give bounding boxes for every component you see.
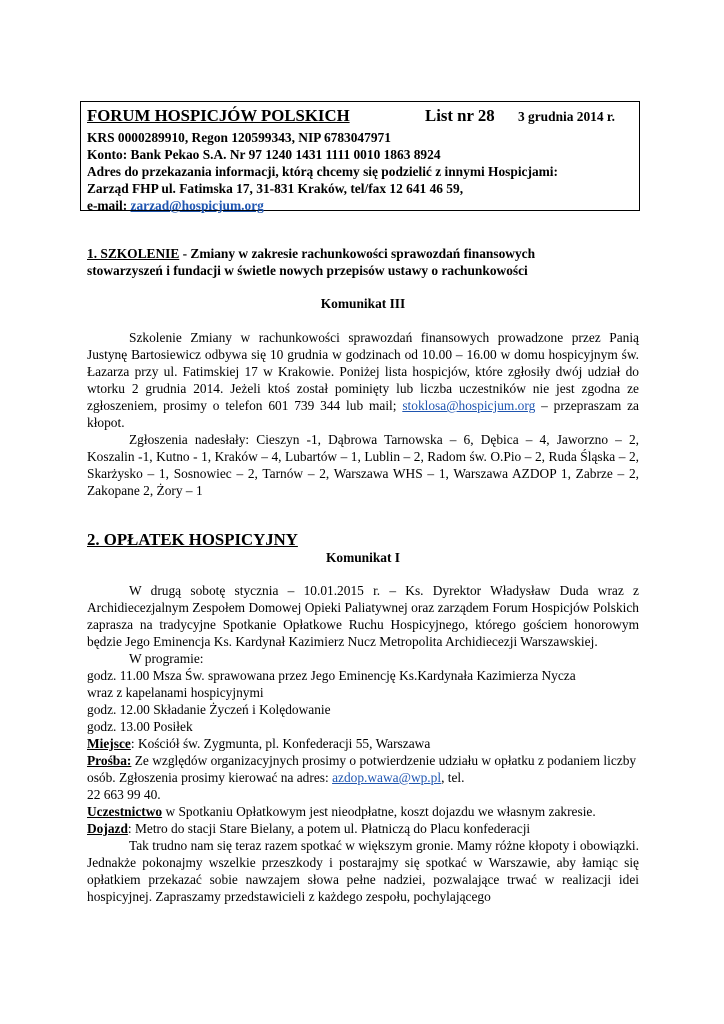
request-end: , tel. [441, 770, 465, 785]
program-item-mass: godz. 11.00 Msza Św. sprawowana przez Jego Eminencję Ks.Kardynała Kazimierza Nycza [87, 668, 576, 683]
place-label: Miejsce [87, 736, 131, 751]
program-label: W programie: [129, 651, 204, 666]
azdop-email-link[interactable]: azdop.wawa@wp.pl [332, 770, 442, 785]
section1-para1-end: – przepraszam za kłopot. [87, 398, 639, 430]
address-intro: Adres do przekazania informacji, którą chcemy się podzielić z innymi Hospicjami: [87, 164, 558, 179]
commute-text: : Metro do stacji Stare Bielany, a potem ul. Płatniczą do Placu konfederacji [127, 821, 531, 836]
request-phone: 22 663 99 40. [87, 787, 161, 802]
section1-heading [87, 245, 639, 279]
participation-label: Uczestnictwo [87, 804, 163, 819]
program-item-wishes: godz. 12.00 Składanie Życzeń i Kolędowanie [87, 702, 331, 717]
board-address: Zarząd FHP ul. Fatimska 17, 31-831 Kraków, tel/fax 12 641 46 59, [87, 181, 464, 196]
section1-paragraph1 [87, 329, 639, 431]
letter-date: 3 grudnia 2014 r. [518, 109, 615, 124]
letterhead-title-row [87, 105, 633, 129]
participation-paragraph [87, 803, 639, 820]
participation-text: w Spotkaniu Opłatkowym jest nieodpłatne, koszt dojazdu we własnym zakresie. [162, 804, 596, 819]
section1-heading-line2: stowarzyszeń i fundacji w świetle nowych przepisów ustawy o rachunkowości [87, 263, 528, 278]
stoklosa-email-link[interactable]: stoklosa@hospicjum.org [402, 398, 536, 413]
section1-komunikat: Komunikat III [320, 296, 406, 311]
section2-body [87, 582, 639, 905]
section1-paragraph2: Zgłoszenia nadesłały: Cieszyn -1, Dąbrowa Tarnowska – 6, Dębica – 4, Jaworzno – 2, Koszalin -1, Kutno - 1, Kraków – 4, Lubartów – 1, Lublin – 2, Radom św. O.Pio – 2, Ruda Śląska – 2, Skarżysko – 1, Sosnowiec – 2, Tarnów – 2, Warszawa WHS – 1, Warszawa AZDOP 1, Zabrze – 2, Zakopane 2, Żory – 1 [87, 432, 639, 498]
section1-body [87, 329, 639, 499]
program-item-meal: godz. 13.00 Posiłek [87, 719, 193, 734]
letterhead-box [80, 101, 640, 211]
place-line [87, 735, 639, 752]
letter-number: List nr 28 [425, 106, 495, 125]
closing-paragraph: Tak trudno nam się teraz razem spotkać w większym gronie. Mamy różne kłopoty i obowiązki. Jednakże pokonajmy wszelkie przeszkody i postarajmy się spotkać w Warszawie, aby łamiąc się opłatkiem przekazać sobie nawzajem słowa pełne nadziei, pozwalające trwać w realizacji idei hospicyjnej. Zapraszamy przedstawicieli z każdego zespołu, pochylającego [87, 838, 639, 904]
email-line [87, 197, 633, 214]
section1-para1-text: Szkolenie Zmiany w rachunkowości sprawozdań finansowych prowadzone przez Panią Justynę Bartosiewicz odbywa się 10 grudnia w godzinach od 10.00 – 16.00 w domu hospicyjnym św. Łazarza przy ul. Fatimskiej 17 w Krakowie. Poniżej lista hospicjów, które zgłosiły dwój udział do wtorku 2 grudnia 2014. Jeżeli ktoś został pominięty lub liczba uczestników nie jest zgodna ze zgłoszeniem, prosimy o telefon 601 739 344 lub mail; [87, 330, 639, 413]
section2-paragraph1: W drugą sobotę stycznia – 10.01.2015 r. – Ks. Dyrektor Władysław Duda wraz z Archidiecezjalnym Zespołem Domowej Opieki Paliatywnej oraz zarządem Forum Hospicjów Polskich zaprasza na tradycyjne Spotkanie Opłatkowe Ruchu Hospicyjnego, którego gościem honorowym będzie Jego Eminencja Ks. Kardynał Kazimierz Nucz Metropolita Archidiecezji Warszawskiej. [87, 583, 639, 649]
commute-line [87, 820, 639, 837]
bank-account-info: Konto: Bank Pekao S.A. Nr 97 1240 1431 1111 0010 1863 8924 [87, 147, 441, 162]
request-paragraph [87, 752, 639, 803]
section1-heading-text: - Zmiany w zakresie rachunkowości sprawozdań finansowych [179, 246, 536, 261]
section2-komunikat: Komunikat I [325, 550, 401, 565]
commute-label: Dojazd [87, 821, 128, 836]
section2-heading-wrap [87, 531, 639, 548]
section2-heading: 2. OPŁATEK HOSPICYJNY [87, 530, 298, 549]
request-text: Ze względów organizacyjnych prosimy o potwierdzenie udziału w opłatku z podaniem liczby osób. Zgłoszenia prosimy kierować na adres: [87, 753, 637, 785]
program-item-mass-cont: wraz z kapelanami hospicyjnymi [87, 685, 264, 700]
place-text: : Kościół św. Zygmunta, pl. Konfederacji 55, Warszawa [130, 736, 431, 751]
section1-number: 1. SZKOLENIE [87, 246, 180, 261]
registration-info: KRS 0000289910, Regon 120599343, NIP 6783047971 [87, 130, 391, 145]
organization-title: FORUM HOSPICJÓW POLSKICH [87, 106, 350, 125]
request-label: Prośba: [87, 753, 132, 768]
board-email-link[interactable]: zarzad@hospicjum.org [130, 198, 264, 213]
email-label: e-mail: [87, 198, 131, 213]
